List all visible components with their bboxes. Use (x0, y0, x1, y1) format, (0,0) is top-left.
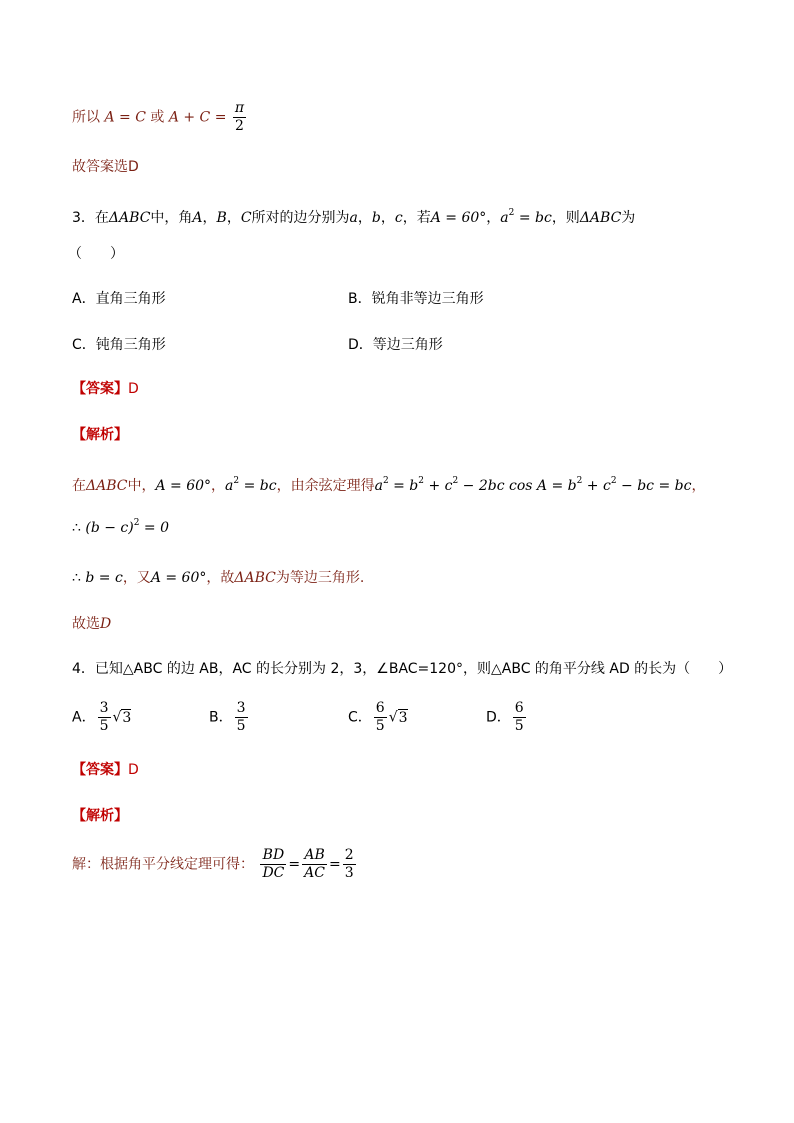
fraction: $\frac{6}{5}$ (514, 700, 524, 734)
q3-analysis-line-1: 在ΔABC中，A = 60°，$a^2$ = bc，由余弦定理得$a^2 = b^2 + c^2 - 2bc$ $\cos A = b^2 + c^2$ − bc = bc， (72, 476, 706, 494)
fraction: $\frac{\pi}{2}$ (234, 100, 245, 134)
fraction: $\frac{AB}{AC}$ (304, 847, 325, 881)
q4-option-c[interactable]: C． $\frac{6}{5}$ √3 (348, 700, 408, 734)
q4-analysis-label: 【解析】 (72, 808, 128, 824)
q3-stem: 3．在ΔABC中，角A，B，C所对的边分别为a，b，c，若A = 60°，$a^2$ = bc，则ΔABC为 (72, 208, 636, 226)
q4-option-a[interactable]: A． $\frac{3}{5}$ √3 (72, 700, 132, 734)
q4-solution-line: 解：根据角平分线定理可得： $\frac{BD}{DC}$ = $\frac{AB}{AC}$ = $\frac{2}{3}$ (72, 847, 354, 881)
fraction: $\frac{6}{5}$ (375, 700, 385, 734)
q3-option-c[interactable]: C．钝角三角形 (72, 337, 166, 353)
prev-answer-line: 故答案选D (72, 159, 139, 175)
sqrt: √3 (112, 709, 132, 726)
q3-answer: 【答案】D (72, 381, 139, 397)
q3-option-a[interactable]: A．直角三角形 (72, 291, 166, 307)
q3-analysis-label: 【解析】 (72, 427, 128, 443)
prev-conclusion-line: 所以 A = C 或 A + C = $\frac{\pi}{2}$ (72, 100, 245, 134)
math-eq: A = C (104, 109, 146, 126)
sqrt: √3 (388, 709, 408, 726)
q4-stem: 4．已知△ABC 的边 AB，AC 的长分别为 2，3，∠BAC=120°，则△ABC 的角平分线 AD 的长为（ ） (72, 661, 733, 677)
q3-analysis-line-3: ∴ b = c，又A = 60°，故ΔABC为等边三角形. (72, 570, 365, 586)
q4-option-b[interactable]: B． $\frac{3}{5}$ (209, 700, 246, 734)
fraction: $\frac{2}{3}$ (344, 847, 354, 881)
q3-option-d[interactable]: D．等边三角形 (348, 337, 443, 353)
fraction: $\frac{BD}{DC}$ (262, 847, 285, 881)
q4-option-d[interactable]: D． $\frac{6}{5}$ (486, 700, 524, 734)
q3-paren: （ ） (68, 246, 124, 262)
q3-option-b[interactable]: B．锐角非等边三角形 (348, 291, 484, 307)
fraction: $\frac{3}{5}$ (99, 700, 109, 734)
math-eq: A + C = (168, 109, 227, 126)
q3-final-answer: 故选D (72, 616, 112, 632)
q4-answer: 【答案】D (72, 762, 139, 778)
fraction: $\frac{3}{5}$ (236, 700, 246, 734)
q3-analysis-line-2: ∴ $(b - c)^2 = 0$ (72, 518, 170, 536)
